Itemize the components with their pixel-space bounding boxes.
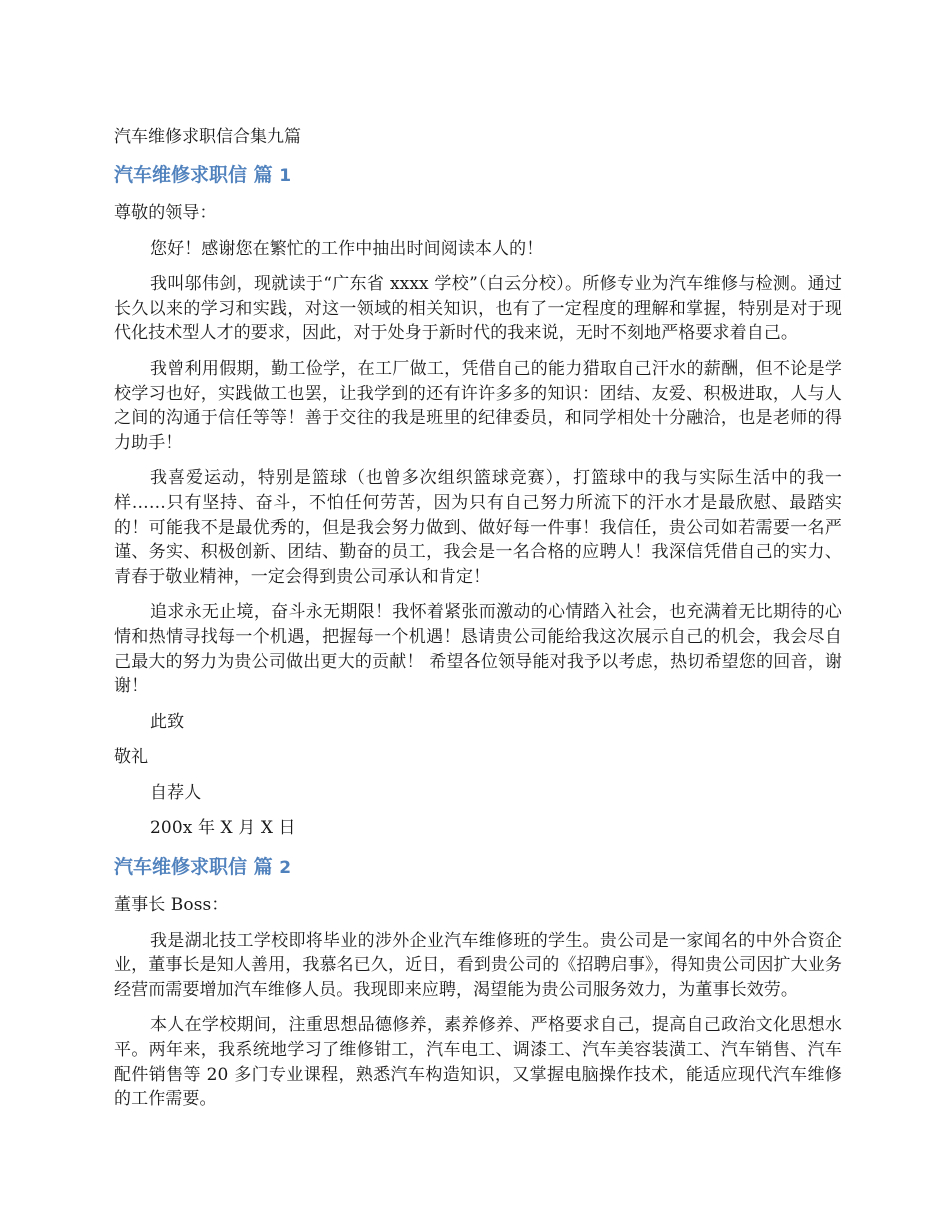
closing-line: 此致 xyxy=(150,711,185,732)
salutation: 董事长 Boss： xyxy=(114,895,229,916)
document-title: 汽车维修求职信合集九篇 xyxy=(114,127,301,147)
section-heading-number: 1 xyxy=(279,166,292,186)
paragraph: 我是湖北技工学校即将毕业的涉外企业汽车维修班的学生。贵公司是一家闻名的中外合资企业，董事长是知人善用，我慕名已久，近日，看到贵公司的《招聘启事》，得知贵公司因扩大业务经营而需要增加汽车维修人员。我现即来应聘，渴望能为贵公司服务效力，为董事长效劳。 xyxy=(114,930,842,1000)
paragraph: 我叫邬伟剑，现就读于“广东省 xxxx 学校”（白云分校）。所修专业为汽车维修与检测。通过长久以来的学习和实践，对这一领域的相关知识，也有了一定程度的理解和掌握，特别是对于现代化技术型人才的要求，因此，对于处身于新时代的我来说，无时不刻地严格要求着自己。 xyxy=(114,274,842,344)
section-heading-text: 汽车维修求职信 篇 xyxy=(114,856,273,879)
section-heading-1 xyxy=(114,160,842,191)
section-heading-text: 汽车维修求职信 篇 xyxy=(114,164,273,186)
paragraph: 您好！感谢您在繁忙的工作中抽出时间阅读本人的！ xyxy=(150,238,544,259)
closing-line: 敬礼 xyxy=(114,747,149,768)
paragraph: 本人在学校期间，注重思想品德修养，素养修养、严格要求自己，提高自己政治文化思想水平。两年来，我系统地学习了维修钳工，汽车电工、调漆工、汽车美容装潢工、汽车销售、汽车配件销售等 20 多门专业课程，熟悉汽车构造知识，又掌握电脑操作技术，能适应现代汽车维修的工作需要。 xyxy=(114,1015,842,1110)
document-page xyxy=(114,122,842,1123)
paragraph: 我曾利用假期，勤工俭学，在工厂做工，凭借自己的能力猎取自己汗水的薪酬，但不论是学校学习也好，实践做工也罢，让我学到的还有许许多多的知识：团结、友爱、积极进取，人与人之间的沟通于信任等等！善于交往的我是班里的纪律委员，和同学相处十分融洽，也是老师的得力助手！ xyxy=(114,358,842,453)
paragraph: 追求永无止境，奋斗永无期限！我怀着紧张而激动的心情踏入社会，也充满着无比期待的心情和热情寻找每一个机遇，把握每一个机遇！恳请贵公司能给我这次展示自己的机会，我会尽自己最大的努力为贵公司做出更大的贡献！ 希望各位领导能对我予以考虑，热切希望您的回音，谢谢！ xyxy=(114,602,842,697)
letter-date: 200x 年 X 月 X 日 xyxy=(150,818,296,839)
section-heading-number: 2 xyxy=(279,858,292,879)
section-heading-2 xyxy=(114,852,842,883)
salutation: 尊敬的领导： xyxy=(114,203,217,223)
signature: 自荐人 xyxy=(150,782,202,803)
paragraph: 我喜爱运动，特别是篮球（也曾多次组织篮球竞赛），打篮球中的我与实际生活中的我一样……只有坚持、奋斗，不怕任何劳苦，因为只有自己努力所流下的汗水才是最欣慰、最踏实的！可能我不是最优秀的，但是我会努力做到、做好每一件事！我信任，贵公司如若需要一名严谨、务实、积极创新、团结、勤奋的员工，我会是一名合格的应聘人！我深信凭借自己的实力、青春于敬业精神，一定会得到贵公司承认和肯定！ xyxy=(114,468,842,587)
